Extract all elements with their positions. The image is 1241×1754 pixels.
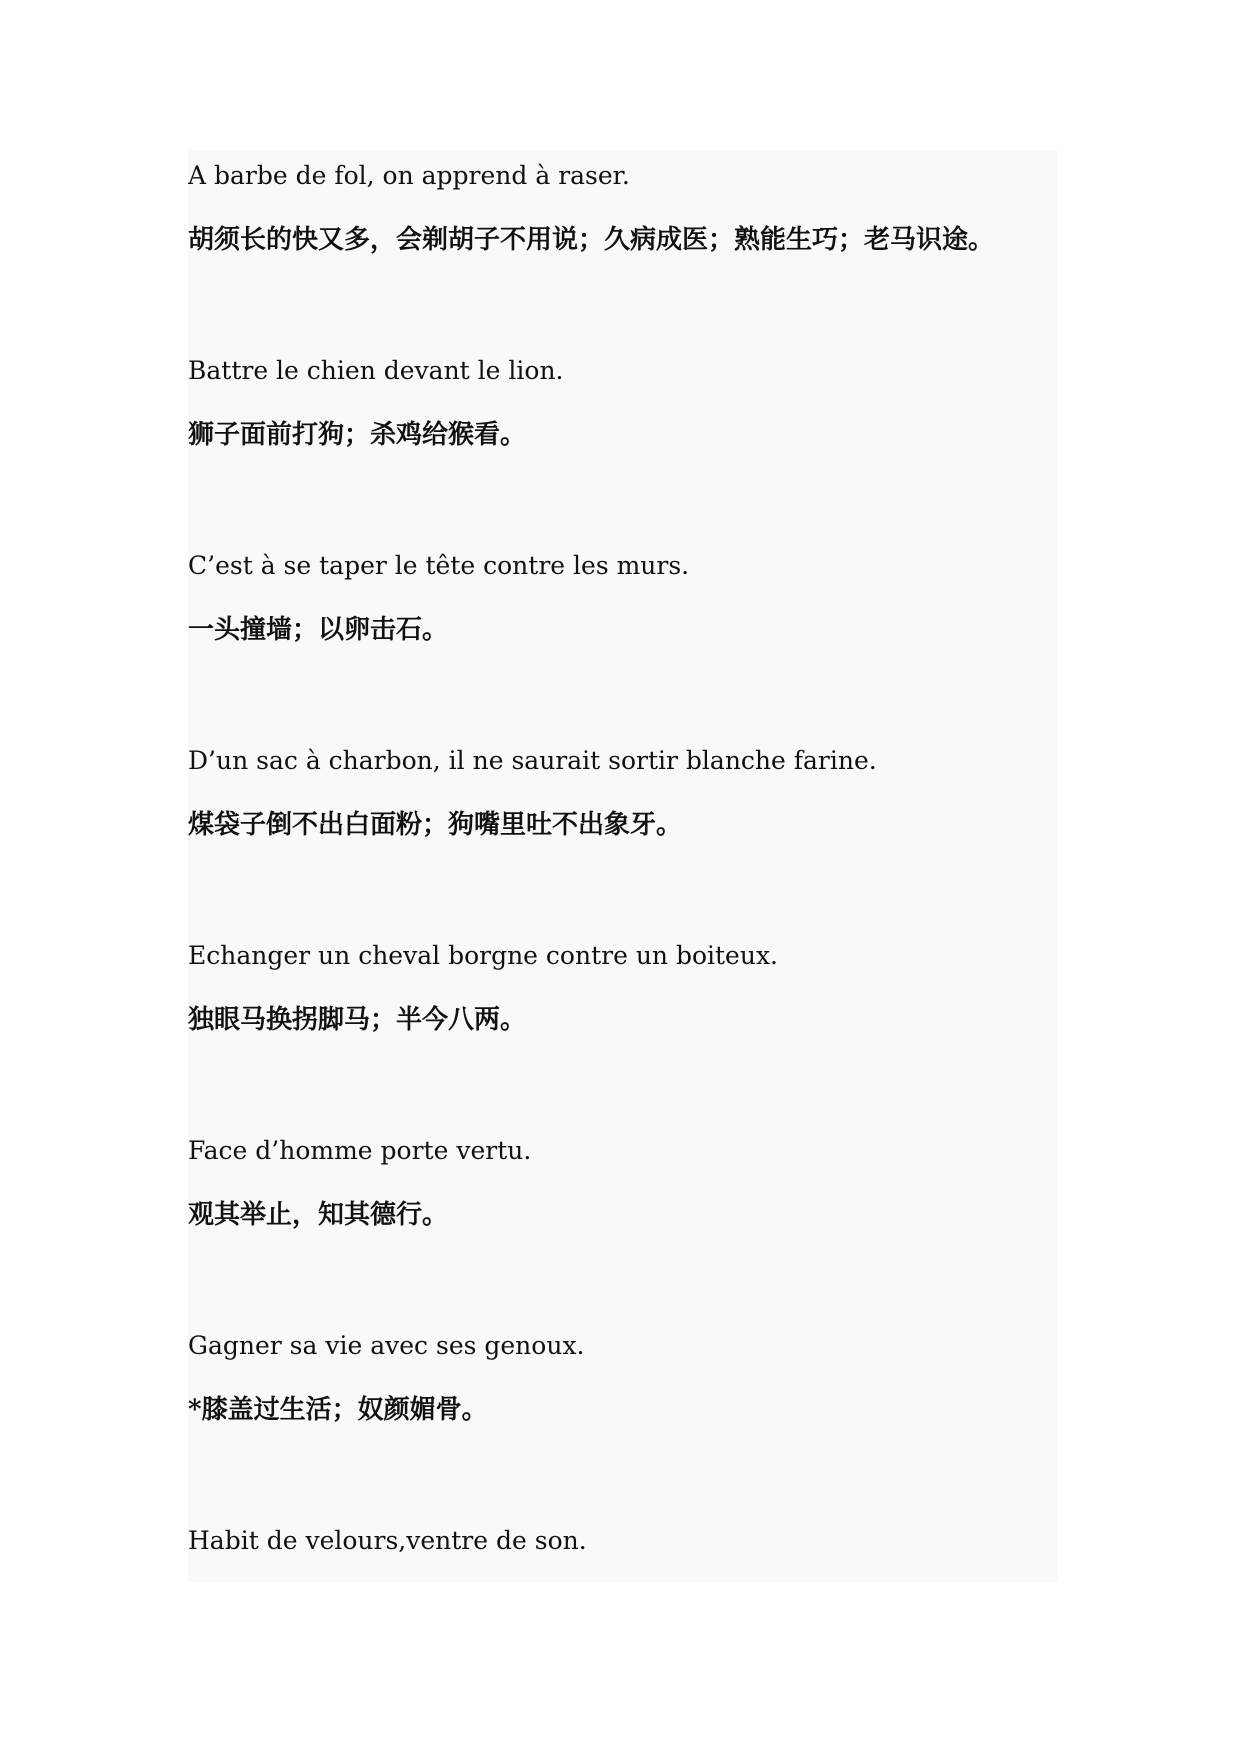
proverb-entry xyxy=(188,930,1058,1125)
proverb-entry xyxy=(188,150,1058,345)
french-proverb: Battre le chien devant le lion. xyxy=(188,356,564,385)
french-proverb: Face d’homme porte vertu. xyxy=(188,1136,532,1165)
document-page-body xyxy=(188,150,1058,1582)
chinese-translation: 独眼马换拐脚马；半今八两。 xyxy=(188,1005,527,1035)
proverb-entry xyxy=(188,1125,1058,1320)
french-proverb: Habit de velours,ventre de son. xyxy=(188,1526,587,1555)
french-proverb: C’est à se taper le tête contre les murs. xyxy=(188,551,690,580)
proverb-entry xyxy=(188,1515,1058,1582)
chinese-translation: 胡须长的快又多，会剃胡子不用说；久病成医；熟能生巧；老马识途。 xyxy=(188,225,995,255)
french-proverb: D’un sac à charbon, il ne saurait sortir blanche farine. xyxy=(188,746,877,775)
french-proverb: Echanger un cheval borgne contre un boiteux. xyxy=(188,941,779,970)
chinese-translation: *膝盖过生活；奴颜媚骨。 xyxy=(188,1395,488,1425)
proverb-entry xyxy=(188,1320,1058,1515)
proverb-entry xyxy=(188,735,1058,930)
chinese-translation: 一头撞墙；以卵击石。 xyxy=(188,615,449,645)
proverb-entry xyxy=(188,345,1058,540)
chinese-translation: 观其举止，知其德行。 xyxy=(188,1200,449,1230)
proverb-entry xyxy=(188,540,1058,735)
chinese-translation: 狮子面前打狗；杀鸡给猴看。 xyxy=(188,420,527,450)
french-proverb: A barbe de fol, on apprend à raser. xyxy=(188,161,630,190)
chinese-translation: 煤袋子倒不出白面粉；狗嘴里吐不出象牙。 xyxy=(188,810,683,840)
french-proverb: Gagner sa vie avec ses genoux. xyxy=(188,1331,585,1360)
